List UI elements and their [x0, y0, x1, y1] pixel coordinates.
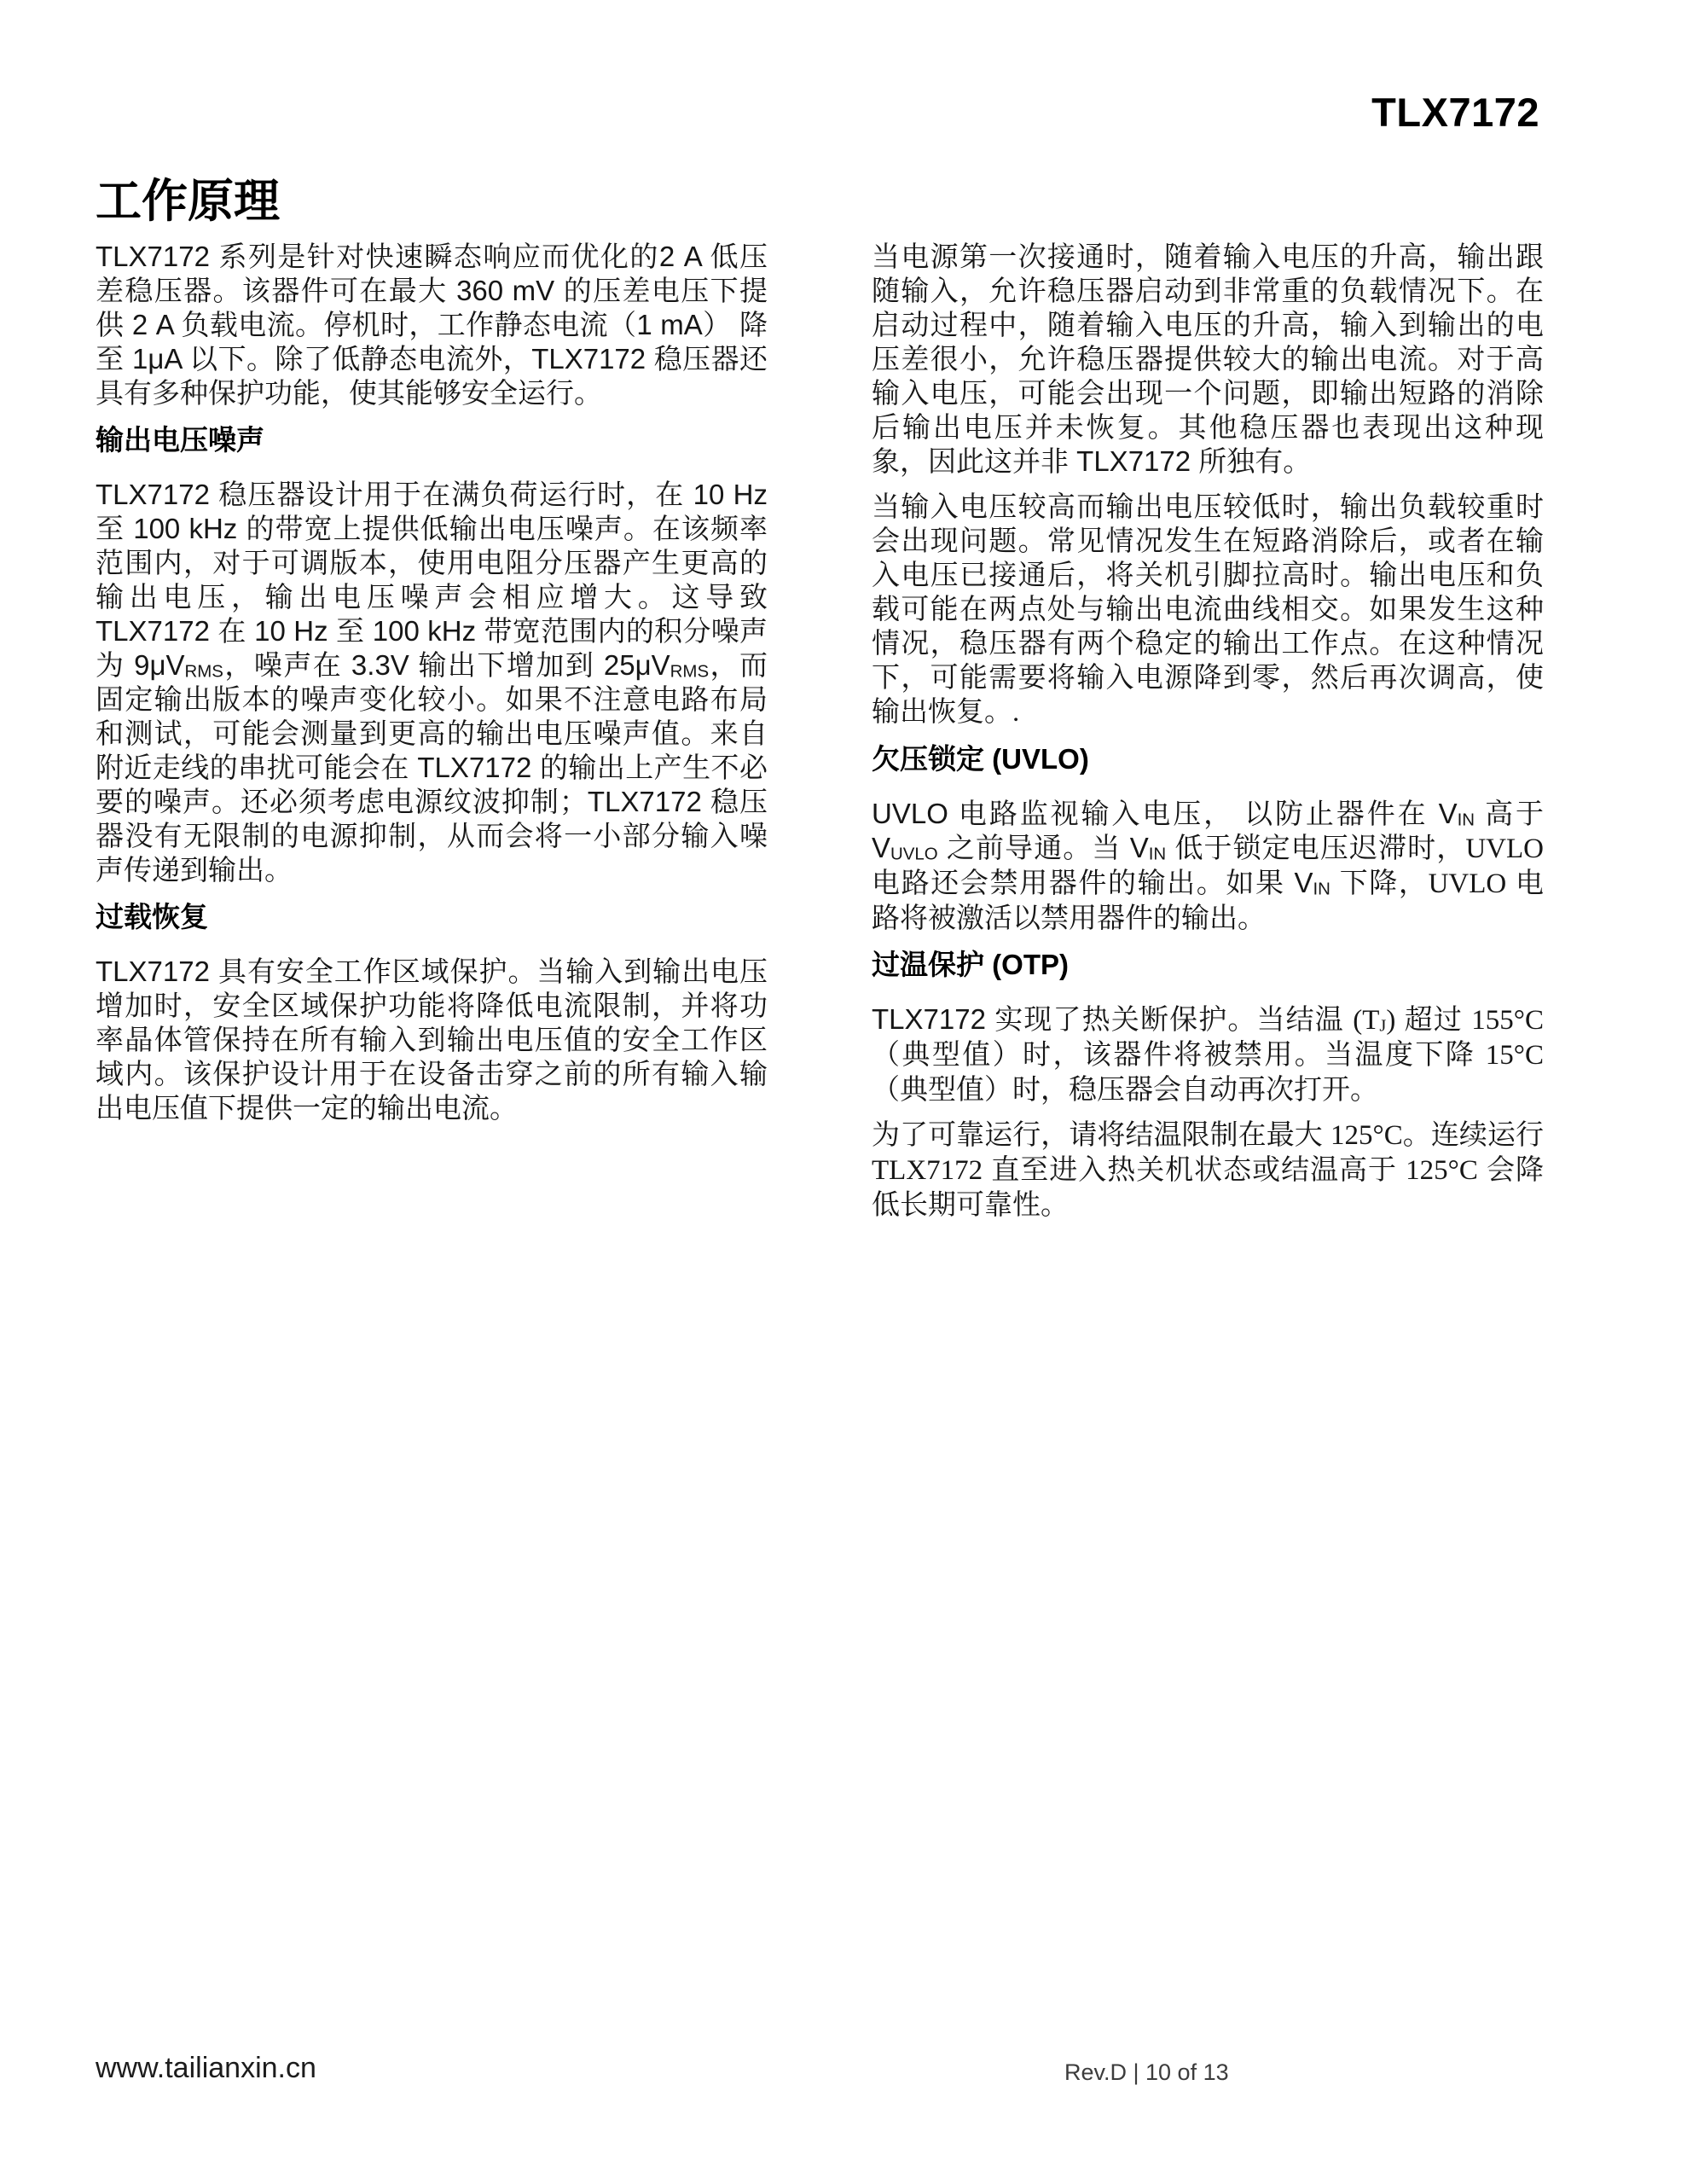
left-column: [96, 240, 768, 1233]
page-header: [0, 0, 1687, 136]
otp-paragraph-1: TLX7172 实现了热关断保护。当结温 $(T_J)$ 超过 155°C（典型值）时，该器件将被禁用。当温度下降 15°C（典型值）时，稳压器会自动再次打开。: [872, 1003, 1544, 1106]
section-heading-output-voltage-noise: 输出电压噪声: [96, 424, 264, 456]
section-heading-overload-recovery: 过载恢复: [96, 901, 208, 933]
otp-paragraph-2: 为了可靠运行，请将结温限制在最大 125°C。连续运行 TLX7172 直至进入热关机状态或结温高于 125°C 会降低长期可靠性。: [872, 1118, 1545, 1221]
startup-paragraph: 当电源第一次接通时，随着输入电压的升高，输出跟随输入，允许稳压器启动到非常重的负载情况下。在启动过程中，随着输入电压的升高，输入到输出的电压差很小，允许稳压器提供较大的输出电流。对于高输入电压，可能会出现一个问题，即输出短路的消除后输出电压并未恢复。其他稳压器也表现出这种现象，因此这并非 TLX7172 所独有。: [872, 241, 1544, 478]
load-line-paragraph: 当输入电压较高而输出电压较低时，输出负载较重时会出现问题。常见情况发生在短路消除后，或者在输入电压已接通后，将关机引脚拉高时。输出电压和负载可能在两点处与输出电流曲线相交。如果发生这种情况，稳压器有两个稳定的输出工作点。在这种情况下，可能需要将输入电源降到零，然后再次调高，使输出恢复。.: [872, 491, 1544, 729]
main-heading: 工作原理: [96, 176, 280, 227]
intro-paragraph: TLX7172 系列是针对快速瞬态响应而优化的2 A 低压差稳压器。该器件可在最大 360 mV 的压差电压下提供 2 A 负载电流。停机时，工作静态电流（1 mA） 降至 1μA 以下。除了低静态电流外，TLX7172 稳压器还具有多种保护功能，使其能够安全运行。: [96, 241, 768, 410]
doc-title: TLX7172: [1371, 90, 1539, 135]
website-link[interactable]: www.tailianxin.cn: [96, 2052, 316, 2084]
overload-recovery-paragraph: TLX7172 具有安全工作区域保护。当输入到输出电压增加时，安全区域保护功能将降低电流限制，并将功率晶体管保持在所有输入到输出电压值的安全工作区域内。该保护设计用于在设备击穿之前的所有输入输出电压值下提供一定的输出电流。: [96, 956, 768, 1124]
two-column-body: [0, 240, 1687, 1233]
uvlo-paragraph: UVLO 电路监视输入电压， 以防止器件在 $V_{IN}$ 高于 $V_{UVLO}$ 之前导通。当 $V_{IN}$ 低于锁定电压迟滞时，UVLO 电路还会禁用器件的输出。如果 $V_{IN}$ 下降，UVLO 电路将被激活以禁用器件的输出。: [872, 798, 1545, 934]
revision-page-indicator: Rev.D | 10 of 13: [1064, 2059, 1229, 2085]
output-voltage-noise-paragraph: TLX7172 稳压器设计用于在满负荷运行时，在 10 Hz 至 100 kHz 的带宽上提供低输出电压噪声。在该频率范围内，对于可调版本，使用电阻分压器产生更高的输出电压，输出电压噪声会相应增大。这导致 TLX7172 在 10 Hz 至 100 kHz 带宽范围内的积分噪声为 $9\mu V_{RMS}$，噪声在 3.3V 输出下增加到 $25\mu V_{RMS}$，而固定输出版本的噪声变化较小。如果不注意电路布局和测试，可能会测量到更高的输出电压噪声值。来自附近走线的串扰可能会在 TLX7172 的输出上产生不必要的噪声。还必须考虑电源纹波抑制；TLX7172 稳压器没有无限制的电源抑制，从而会将一小部分输入噪声传递到输出。: [96, 479, 768, 886]
section-heading-uvlo: 欠压锁定 (UVLO): [872, 743, 1089, 775]
right-column: [872, 240, 1544, 1233]
section-heading-otp: 过温保护 (OTP): [872, 949, 1069, 981]
